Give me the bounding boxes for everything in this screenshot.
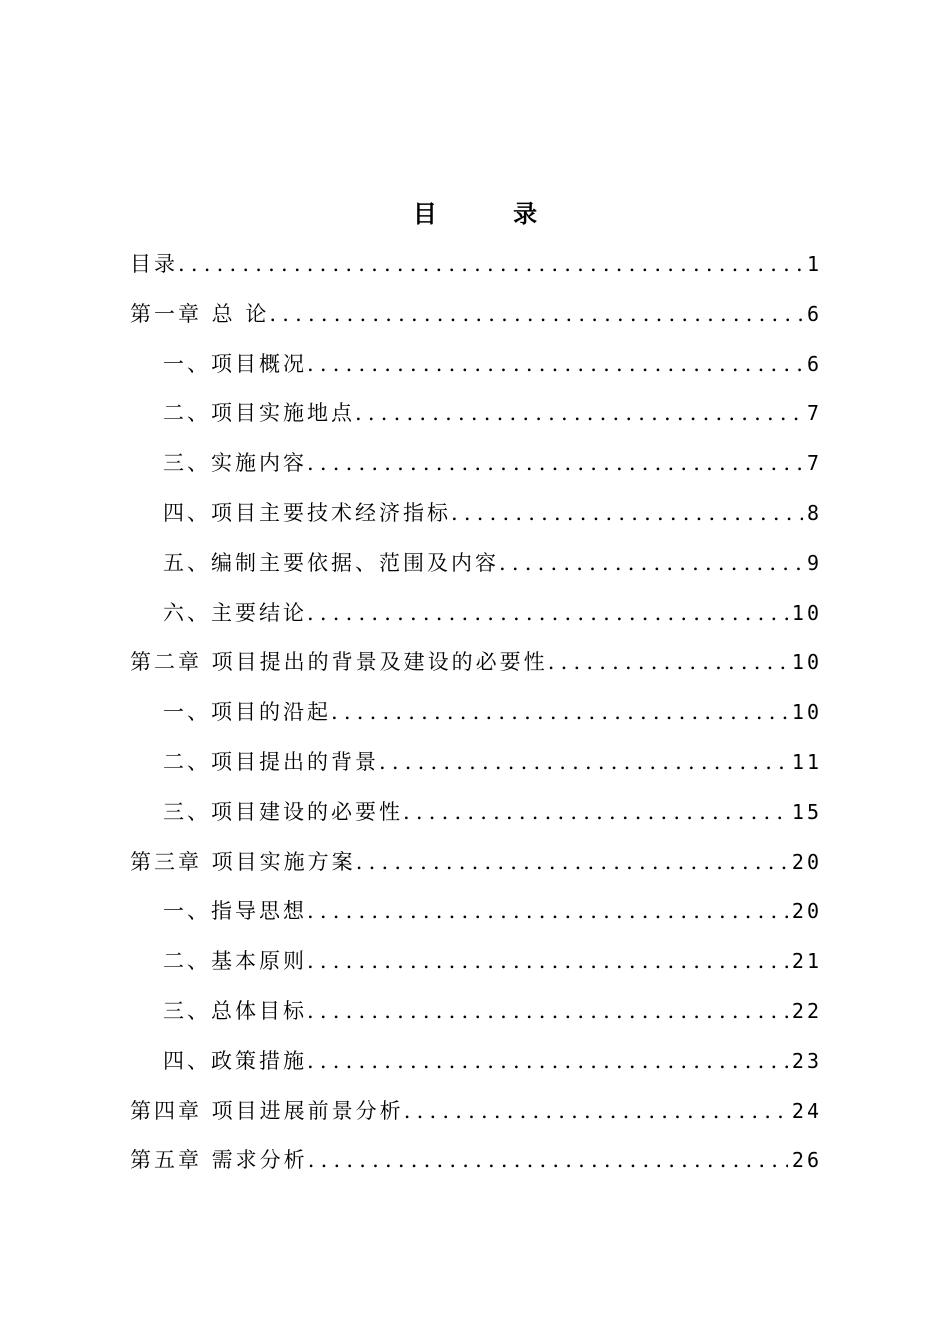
toc-page-number: 26 [791,1148,822,1173]
toc-entry-text: 一、项目的沿起 [163,700,331,725]
toc-entry[interactable] [130,290,822,340]
toc-entry[interactable] [130,688,822,738]
toc-entry-text: 六、主要结论 [163,600,307,625]
toc-dot-leader [451,489,803,539]
toc-entry-text: 三、项目建设的必要性 [163,799,403,824]
toc-page-number: 21 [791,949,822,974]
toc-dot-leader [548,638,788,688]
toc-page-number: 22 [791,998,822,1023]
toc-entry[interactable] [130,1087,822,1137]
toc-dot-leader [178,240,803,290]
toc-dot-leader [307,589,788,639]
toc-page-number: 24 [791,1098,822,1123]
toc-entry[interactable] [130,838,822,888]
toc-page-number: 8 [806,500,822,525]
toc-page-number: 10 [791,600,822,625]
toc-dot-leader [307,340,803,390]
toc-page-number: 10 [791,650,822,675]
toc-dot-leader [356,838,788,888]
toc-entry-text: 目录 [130,252,178,276]
toc-entry-text: 三、实施内容 [163,451,307,476]
toc-dot-leader [307,937,788,987]
toc-page-number: 6 [806,351,822,376]
toc-entry[interactable] [130,589,822,639]
toc-page-number: 20 [791,899,822,924]
toc-entry[interactable] [130,937,822,987]
toc-page-number: 11 [791,749,822,774]
toc-entry[interactable] [130,240,822,290]
toc-dot-leader [307,887,788,937]
toc-dot-leader [404,1087,788,1137]
toc-dot-leader [355,389,803,439]
toc-page-number: 7 [806,401,822,426]
toc-entry-text: 第五章 需求分析 [130,1148,308,1173]
toc-page-number: 15 [791,799,822,824]
toc-entry-text: 一、项目概况 [163,351,307,376]
toc-entry-text: 二、项目实施地点 [163,401,355,426]
toc-list [130,240,822,1186]
toc-dot-leader [403,788,788,838]
toc-page-number: 7 [806,451,822,476]
toc-entry-text: 三、总体目标 [163,998,307,1023]
toc-entry[interactable] [130,389,822,439]
toc-entry-text: 第二章 项目提出的背景及建设的必要性 [130,650,548,675]
toc-entry[interactable] [130,1037,822,1087]
toc-page-number: 1 [806,252,822,276]
toc-page-number: 23 [791,1048,822,1073]
toc-dot-leader [499,539,803,589]
toc-page-number: 20 [791,849,822,874]
toc-page-number: 6 [806,301,822,326]
toc-entry-text: 第三章 项目实施方案 [130,849,356,874]
toc-entry[interactable] [130,638,822,688]
toc-entry[interactable] [130,340,822,390]
toc-dot-leader [307,987,788,1037]
toc-dot-leader [308,1136,788,1186]
toc-entry[interactable] [130,489,822,539]
toc-entry[interactable] [130,738,822,788]
toc-dot-leader [331,688,788,738]
toc-entry[interactable] [130,539,822,589]
toc-page-number: 10 [791,700,822,725]
toc-entry-text: 二、基本原则 [163,949,307,974]
toc-entry-text: 二、项目提出的背景 [163,749,379,774]
toc-dot-leader [307,439,803,489]
toc-entry[interactable] [130,439,822,489]
toc-entry-text: 第一章 总 论 [130,301,270,326]
toc-title: 目 录 [412,199,572,228]
toc-entry[interactable] [130,987,822,1037]
toc-page-number: 9 [806,550,822,575]
toc-entry-text: 第四章 项目进展前景分析 [130,1098,404,1123]
toc-entry-text: 一、指导思想 [163,899,307,924]
toc-entry[interactable] [130,1136,822,1186]
toc-entry-text: 四、政策措施 [163,1048,307,1073]
toc-dot-leader [269,290,803,340]
toc-entry-text: 五、编制主要依据、范围及内容 [163,550,499,575]
toc-dot-leader [379,738,788,788]
toc-entry[interactable] [130,788,822,838]
toc-dot-leader [307,1037,788,1087]
toc-entry-text: 四、项目主要技术经济指标 [163,500,451,525]
toc-entry[interactable] [130,887,822,937]
